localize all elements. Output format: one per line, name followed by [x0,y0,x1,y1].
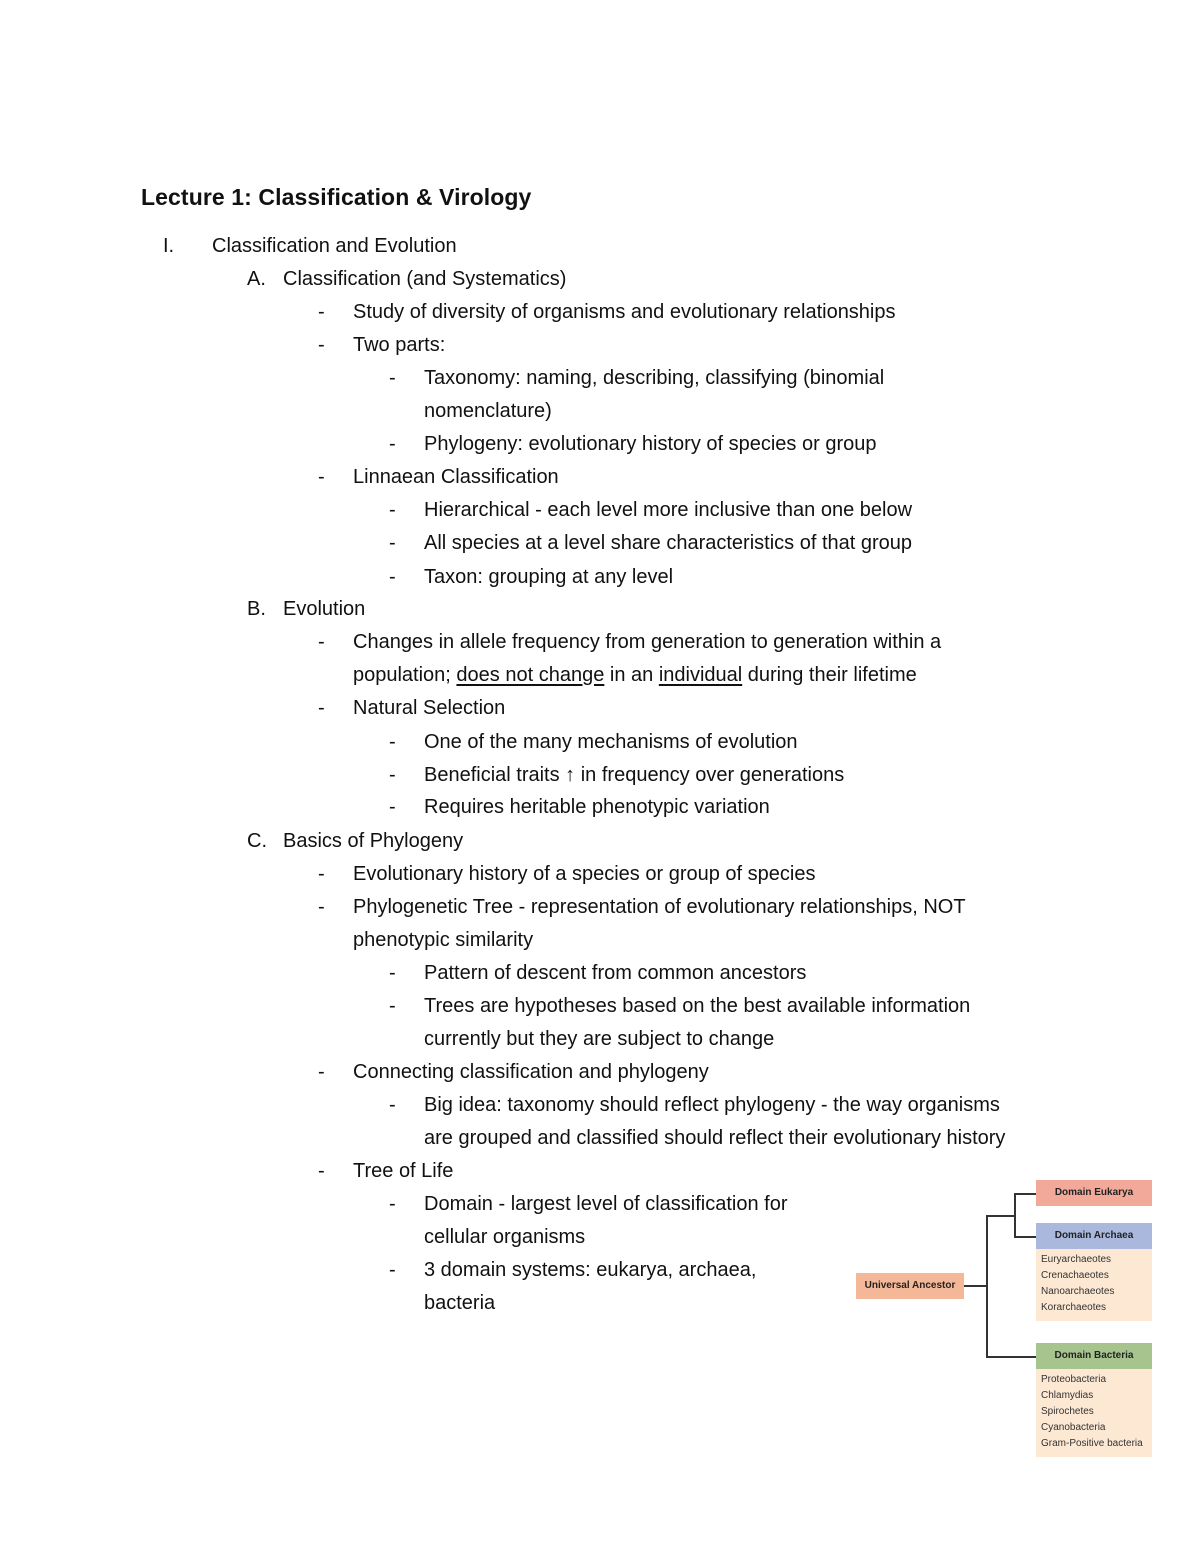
sub-bullet-text: 3 domain systems: eukarya, archaea, [424,1259,757,1281]
sub-bullet-text-cont: cellular organisms [424,1226,586,1248]
lecture-title: Lecture 1: Classification & Virology [141,184,532,210]
list-item: Gram-Positive bacteria [1041,1438,1143,1449]
underlined-text: does not change [456,664,605,686]
bullet-text: Changes in allele frequency from generation to generation within a [353,631,942,653]
bullet-text: Evolutionary history of a species or group of species [353,863,816,885]
subsection-heading-a: Classification (and Systematics) [283,268,567,290]
sub-bullet-text-cont: bacteria [424,1292,496,1314]
connector-line [986,1215,1016,1217]
connector-line [1014,1193,1016,1237]
sub-bullet-dash: - [389,731,396,753]
sub-bullet-dash: - [389,1193,396,1215]
list-item: Proteobacteria [1041,1374,1107,1385]
archaea-list [1036,1249,1152,1321]
sub-bullet-dash: - [389,1259,396,1281]
bullet-text: Tree of Life [353,1160,454,1182]
list-item: Korarchaeotes [1041,1302,1107,1313]
connector-line [986,1215,988,1357]
sub-bullet-text-cont: nomenclature) [424,400,552,422]
bullet-text-cont [353,662,917,688]
sub-bullet-dash: - [389,367,396,389]
sub-bullet-text: Taxon: grouping at any level [424,566,674,588]
list-item: Cyanobacteria [1041,1422,1106,1433]
sub-bullet-text: Beneficial traits ↑ in frequency over generations [424,764,845,786]
bullet-text-cont: phenotypic similarity [353,929,534,951]
bullet-dash: - [318,301,325,323]
bullet-text: Study of diversity of organisms and evolutionary relationships [353,301,896,323]
roman-numeral-1: I. [163,235,175,257]
bullet-dash: - [318,631,325,653]
sub-bullet-text: One of the many mechanisms of evolution [424,731,798,753]
sub-bullet-dash: - [389,796,396,818]
sub-bullet-text: All species at a level share characteristics of that group [424,532,913,554]
underlined-text: individual [658,664,743,686]
bullet-dash: - [318,334,325,356]
domain-eukarya-box: Domain Eukarya [1036,1180,1152,1206]
sub-bullet-text: Domain - largest level of classification for [424,1193,788,1215]
sub-bullet-text: Taxonomy: naming, describing, classifying (binomial [424,367,885,389]
connector-line [1014,1193,1036,1195]
list-item: Euryarchaeotes [1041,1254,1112,1265]
sub-bullet-dash: - [389,499,396,521]
domain-archaea-box: Domain Archaea [1036,1223,1152,1249]
bullet-dash: - [318,1061,325,1083]
section-heading: Classification and Evolution [212,235,457,257]
sub-bullet-text: Pattern of descent from common ancestors [424,962,807,984]
sub-bullet-dash: - [389,433,396,455]
domain-bacteria-box: Domain Bacteria [1036,1343,1152,1369]
bullet-text: Natural Selection [353,697,506,719]
universal-ancestor-box: Universal Ancestor [856,1273,964,1299]
sub-bullet-dash: - [389,995,396,1017]
text-run: in an [604,664,659,686]
text-run: population; [353,664,457,686]
subsection-heading-b: Evolution [283,598,366,620]
sub-bullet-text-cont: currently but they are subject to change [424,1028,775,1050]
list-item: Spirochetes [1041,1406,1094,1417]
sub-bullet-dash: - [389,764,396,786]
connector-line [986,1356,1036,1358]
connector-line [964,1285,988,1287]
sub-bullet-text-cont: are grouped and classified should reflect their evolutionary history [424,1127,1006,1149]
subsection-mark-c: C. [247,830,267,852]
connector-line [1014,1236,1036,1238]
bullet-text: Linnaean Classification [353,466,559,488]
sub-bullet-text: Hierarchical - each level more inclusive than one below [424,499,913,521]
bullet-dash: - [318,697,325,719]
sub-bullet-text: Trees are hypotheses based on the best available information [424,995,971,1017]
bullet-text: Connecting classification and phylogeny [353,1061,709,1083]
sub-bullet-text: Requires heritable phenotypic variation [424,796,770,818]
bullet-text: Phylogenetic Tree - representation of evolutionary relationships, NOT [353,896,966,918]
subsection-mark-a: A. [247,268,266,290]
list-item: Nanoarchaeotes [1041,1286,1115,1297]
bullet-dash: - [318,466,325,488]
sub-bullet-dash: - [389,962,396,984]
sub-bullet-dash: - [389,1094,396,1116]
subsection-heading-c: Basics of Phylogeny [283,830,464,852]
sub-bullet-text: Big idea: taxonomy should reflect phylogeny - the way organisms [424,1094,1000,1116]
bullet-dash: - [318,896,325,918]
text-run: during their lifetime [742,664,917,686]
list-item: Chlamydias [1041,1390,1094,1401]
bullet-dash: - [318,1160,325,1182]
tree-of-life-diagram [852,1176,1157,1458]
sub-bullet-dash: - [389,566,396,588]
bacteria-list [1036,1369,1152,1457]
list-item: Crenachaeotes [1041,1270,1109,1281]
bullet-dash: - [318,863,325,885]
sub-bullet-text: Phylogeny: evolutionary history of species or group [424,433,877,455]
subsection-mark-b: B. [247,598,266,620]
bullet-text: Two parts: [353,334,446,356]
sub-bullet-dash: - [389,532,396,554]
